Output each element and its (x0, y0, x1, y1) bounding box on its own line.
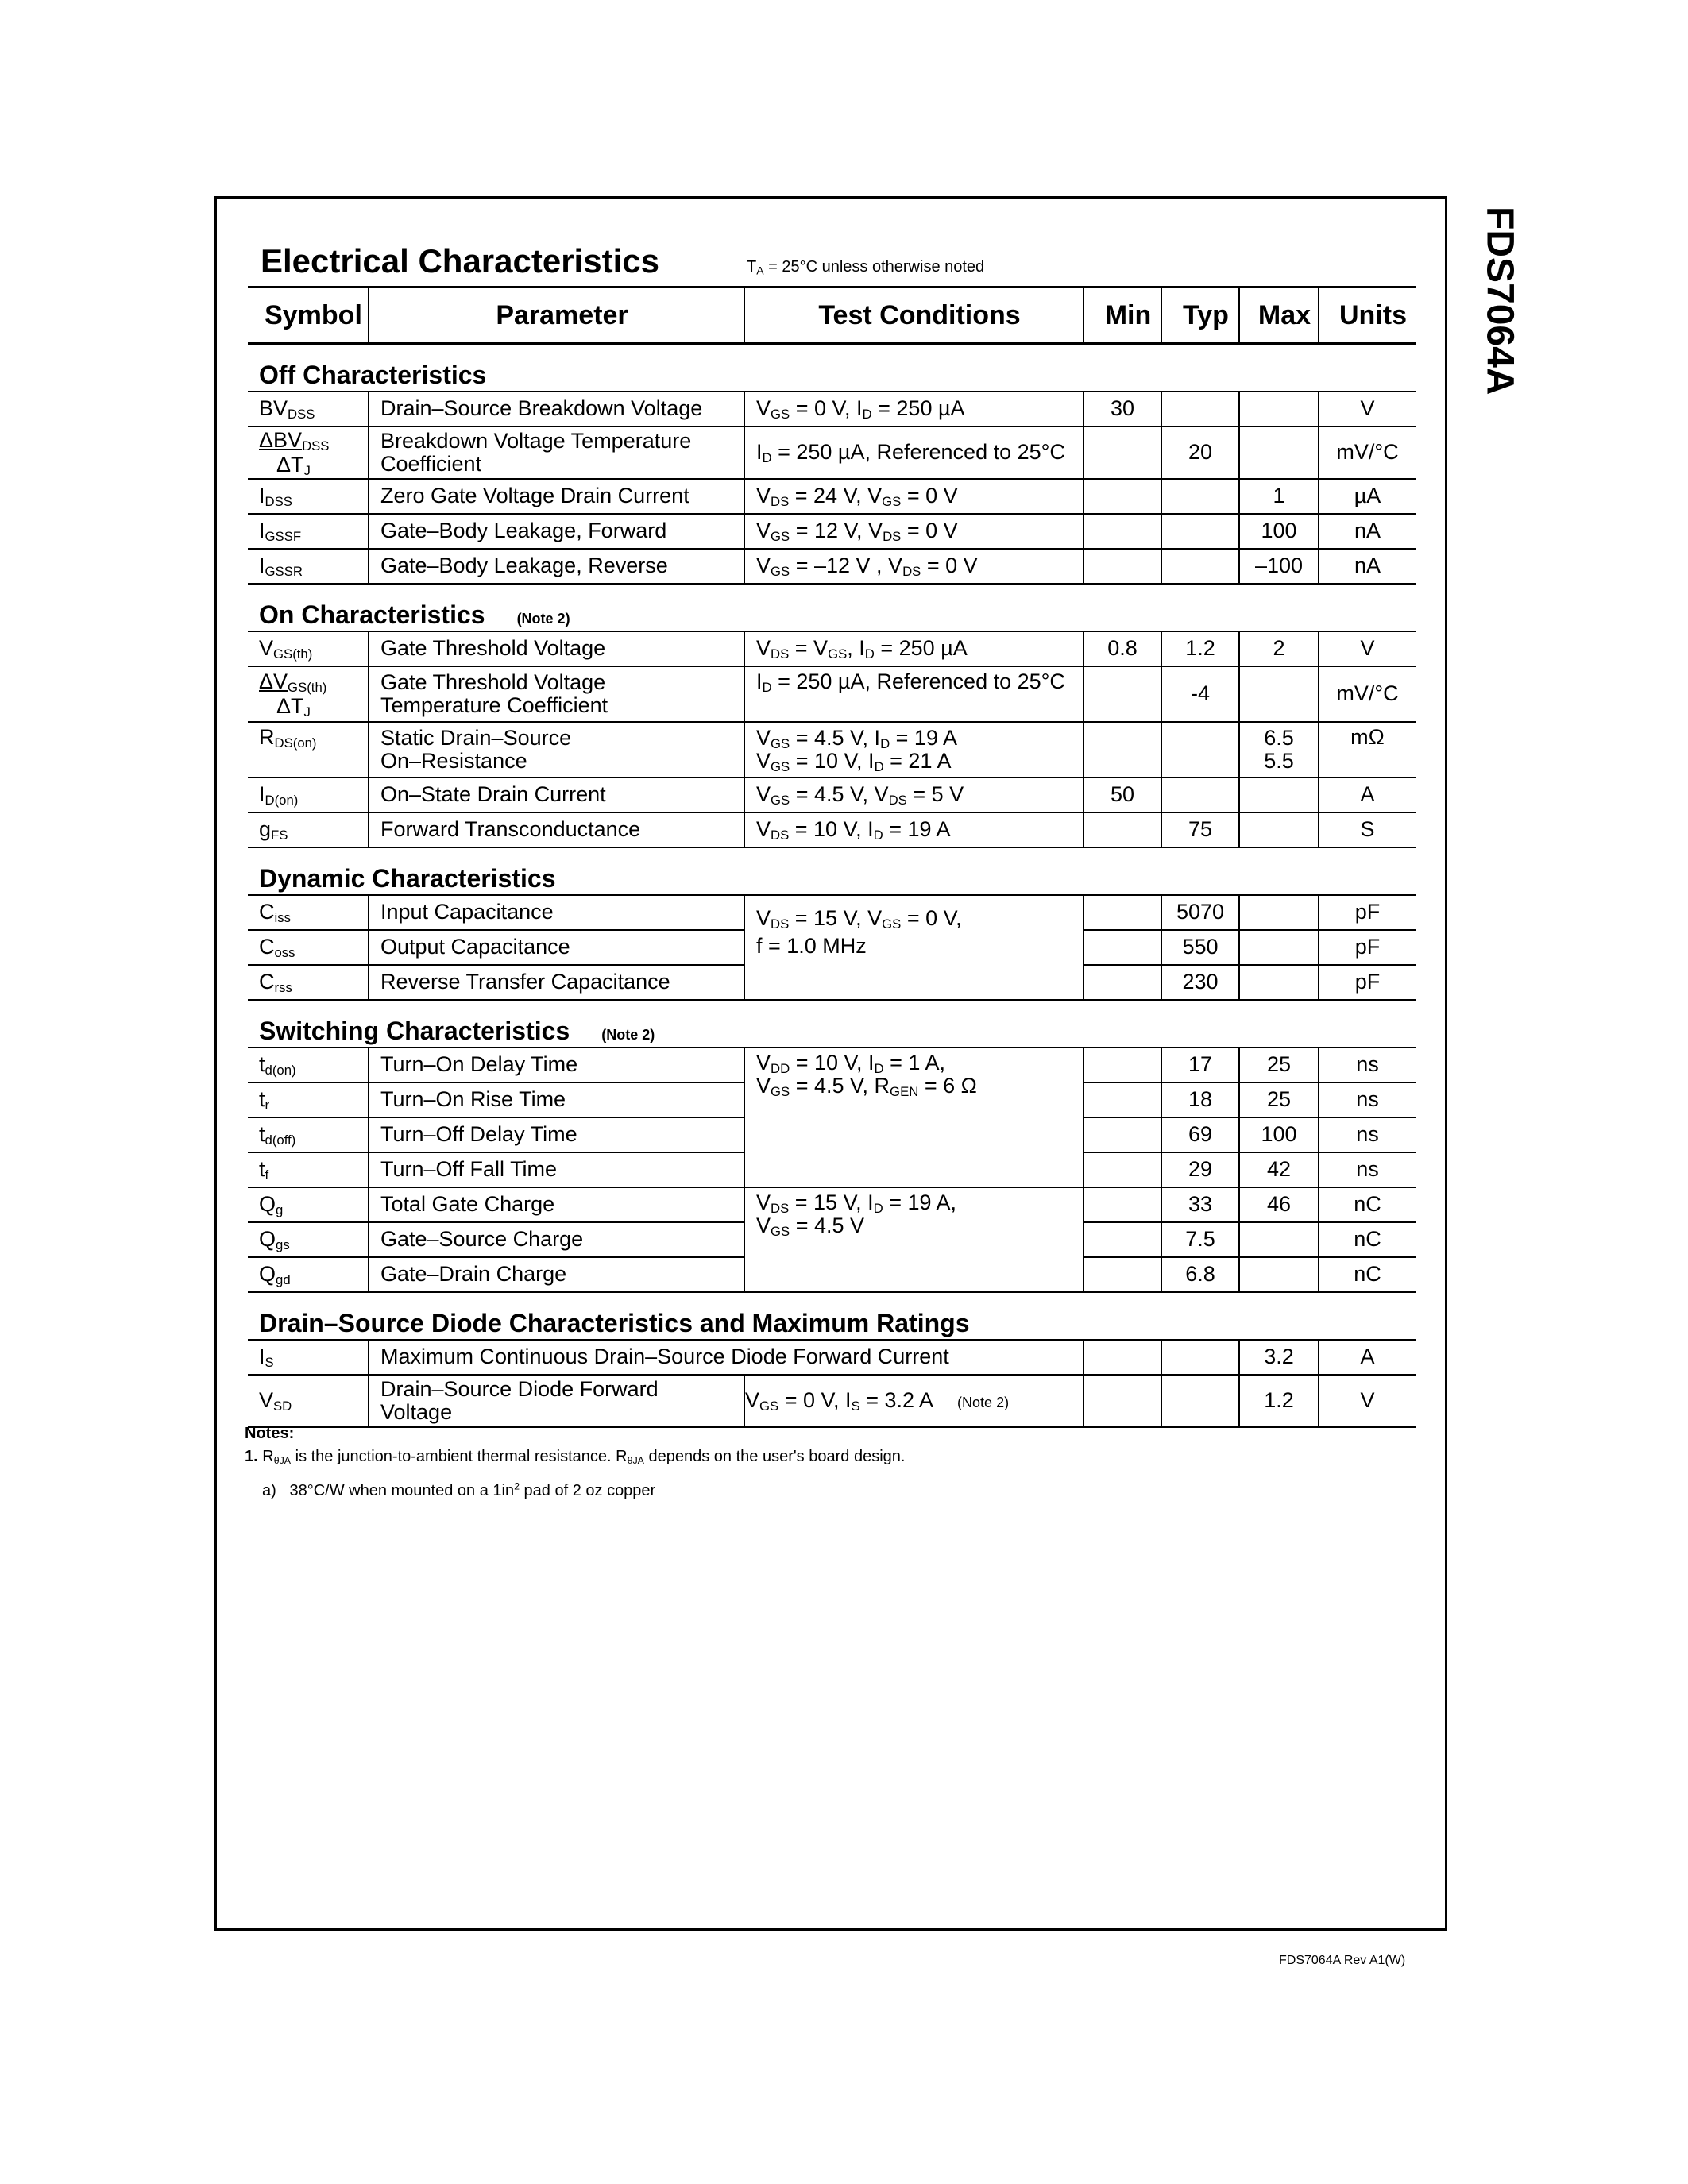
max-cell: 25 (1239, 1048, 1319, 1082)
condition-cell: $V_{GS} = 12$ V, $V_{DS} = 0$ V (744, 514, 1083, 549)
condition-cell: $V_{DS} = 10$ V, $I_D = 19$ A (744, 812, 1083, 847)
parameter-cell: Drain–Source Diode Forward Voltage (369, 1375, 744, 1427)
symbol-cell: $g_{FS}$ (248, 812, 369, 847)
condition-cell: $V_{GS} = 4.5$ V, $I_D = 19$ A $V_{GS} = 10$ V, $I_D = 21$ A (744, 722, 1083, 778)
symbol-cell: $I_{D(on)}$ (248, 778, 369, 812)
typ-cell: 17 (1161, 1048, 1239, 1082)
max-cell (1239, 1257, 1319, 1292)
units-cell: mV/°C (1319, 666, 1416, 722)
col-units: Units (1319, 287, 1416, 344)
symbol-cell: $C_{oss}$ (248, 930, 369, 965)
symbol-cell: $I_{DSS}$ (248, 479, 369, 514)
notes-heading: Notes: (245, 1425, 295, 1442)
parameter-cell: Gate–Body Leakage, Reverse (369, 549, 744, 584)
symbol-cell: $Q_{gd}$ (248, 1257, 369, 1292)
condition-cell: $V_{GS} = 0$ V, $I_S = 3.2$ A (Note 2) (744, 1375, 1083, 1427)
parameter-cell: Gate–Source Charge (369, 1222, 744, 1257)
condition-cell: $V_{DD} = 10$ V, $I_D = 1$ A, $V_{GS} = 4.5$ V, $R_{GEN} = 6$ Ω (744, 1048, 1083, 1187)
section-diode: Drain–Source Diode Characteristics and Maximum Ratings (248, 1292, 1416, 1340)
parameter-cell: Turn–Off Delay Time (369, 1117, 744, 1152)
col-symbol: Symbol (248, 287, 369, 344)
min-cell (1083, 895, 1161, 930)
section-switching: Switching Characteristics (Note 2) (248, 1000, 1416, 1048)
min-cell: 50 (1083, 778, 1161, 812)
max-cell: 3.2 (1239, 1340, 1319, 1375)
units-cell: ns (1319, 1152, 1416, 1187)
units-cell: ns (1319, 1048, 1416, 1082)
table-row (248, 1187, 1416, 1222)
typ-cell: 7.5 (1161, 1222, 1239, 1257)
section-off: Off Characteristics (248, 344, 1416, 392)
min-cell (1083, 722, 1161, 778)
symbol-cell: $Q_{gs}$ (248, 1222, 369, 1257)
units-cell: A (1319, 1340, 1416, 1375)
min-cell: 30 (1083, 392, 1161, 426)
note-1a: a) 38°C/W when mounted on a $1in^2$ pad of 2 oz copper (262, 1480, 656, 1499)
typ-cell: 1.2 (1161, 631, 1239, 666)
condition-cell: $V_{DS} = 15$ V, $I_D = 19$ A, $V_{GS} = 4.5$ V (744, 1187, 1083, 1292)
typ-cell (1161, 479, 1239, 514)
section-on: On Characteristics (Note 2) (248, 584, 1416, 631)
table-row (248, 666, 1416, 722)
table-row (248, 392, 1416, 426)
max-cell (1239, 778, 1319, 812)
parameter-cell: On–State Drain Current (369, 778, 744, 812)
parameter-cell: Gate–Body Leakage, Forward (369, 514, 744, 549)
typ-cell: 550 (1161, 930, 1239, 965)
min-cell (1083, 812, 1161, 847)
side-part-number (1460, 206, 1539, 413)
col-parameter: Parameter (369, 287, 744, 344)
max-cell (1239, 895, 1319, 930)
condition-cell: $V_{DS} = V_{GS}$, $I_D = 250$ µA (744, 631, 1083, 666)
max-cell: 2 (1239, 631, 1319, 666)
min-cell (1083, 1048, 1161, 1082)
max-cell (1239, 426, 1319, 479)
units-cell: nA (1319, 549, 1416, 584)
symbol-cell: $V_{SD}$ (248, 1375, 369, 1427)
min-cell (1083, 514, 1161, 549)
units-cell: nC (1319, 1257, 1416, 1292)
min-cell (1083, 1340, 1161, 1375)
units-cell: nA (1319, 514, 1416, 549)
max-cell (1239, 812, 1319, 847)
condition-cell: $V_{GS} = 4.5$ V, $V_{DS} = 5$ V (744, 778, 1083, 812)
typ-cell (1161, 392, 1239, 426)
parameter-cell: Zero Gate Voltage Drain Current (369, 479, 744, 514)
typ-cell (1161, 549, 1239, 584)
table-row (248, 1048, 1416, 1082)
max-cell: 6.5 5.5 (1239, 722, 1319, 778)
section-dynamic: Dynamic Characteristics (248, 847, 1416, 895)
symbol-cell: $\frac{\Delta BV_{DSS}}{\Delta T_J}$ (248, 426, 369, 479)
units-cell: nC (1319, 1187, 1416, 1222)
doc-title: Electrical Characteristics (261, 242, 659, 280)
max-cell: –100 (1239, 549, 1319, 584)
min-cell (1083, 1082, 1161, 1117)
typ-cell: 6.8 (1161, 1257, 1239, 1292)
units-cell: ns (1319, 1082, 1416, 1117)
notes-block (245, 1420, 1357, 1505)
parameter-cell: Reverse Transfer Capacitance (369, 965, 744, 1000)
header-row (248, 287, 1416, 344)
symbol-cell: $BV_{DSS}$ (248, 392, 369, 426)
typ-cell: 69 (1161, 1117, 1239, 1152)
symbol-cell: $t_{d(off)}$ (248, 1117, 369, 1152)
max-cell (1239, 1222, 1319, 1257)
symbol-cell: $R_{DS(on)}$ (248, 722, 369, 778)
units-cell: S (1319, 812, 1416, 847)
symbol-cell: $C_{iss}$ (248, 895, 369, 930)
col-typ: Typ (1161, 287, 1239, 344)
max-cell: 25 (1239, 1082, 1319, 1117)
units-cell: pF (1319, 895, 1416, 930)
symbol-cell: $V_{GS(th)}$ (248, 631, 369, 666)
typ-cell: 33 (1161, 1187, 1239, 1222)
min-cell (1083, 965, 1161, 1000)
units-cell: nC (1319, 1222, 1416, 1257)
min-cell: 0.8 (1083, 631, 1161, 666)
max-cell (1239, 666, 1319, 722)
parameter-cell: Turn–On Rise Time (369, 1082, 744, 1117)
min-cell (1083, 1152, 1161, 1187)
symbol-cell: $I_{GSSR}$ (248, 549, 369, 584)
col-min: Min (1083, 287, 1161, 344)
condition-cell: $V_{DS} = 24$ V, $V_{GS} = 0$ V (744, 479, 1083, 514)
symbol-cell: $t_{d(on)}$ (248, 1048, 369, 1082)
min-cell (1083, 1117, 1161, 1152)
min-cell (1083, 1222, 1161, 1257)
note-1: 1. $R_{\theta JA}$ is the junction-to-ambient thermal resistance. $R_{\theta JA}$ depends on the user's board design. (245, 1448, 906, 1467)
parameter-cell: Total Gate Charge (369, 1187, 744, 1222)
units-cell: V (1319, 392, 1416, 426)
min-cell (1083, 426, 1161, 479)
parameter-cell: Gate–Drain Charge (369, 1257, 744, 1292)
table-row (248, 1340, 1416, 1375)
footer-revision: FDS7064A Rev A1(W) (1279, 1954, 1406, 1967)
symbol-cell: $I_S$ (248, 1340, 369, 1375)
table-row (248, 895, 1416, 930)
units-cell: pF (1319, 930, 1416, 965)
typ-cell: 29 (1161, 1152, 1239, 1187)
parameter-cell: Drain–Source Breakdown Voltage (369, 392, 744, 426)
units-cell: pF (1319, 965, 1416, 1000)
min-cell (1083, 930, 1161, 965)
table-row (248, 631, 1416, 666)
parameter-cell: Forward Transconductance (369, 812, 744, 847)
condition-cell: $I_D = 250$ µA, Referenced to 25°C (744, 426, 1083, 479)
units-cell: mV/°C (1319, 426, 1416, 479)
parameter-cell: Breakdown Voltage Temperature Coefficient (369, 426, 744, 479)
typ-cell: 5070 (1161, 895, 1239, 930)
heading-row (261, 242, 1412, 285)
symbol-cell: $t_r$ (248, 1082, 369, 1117)
parameter-cell: Static Drain–Source On–Resistance (369, 722, 744, 778)
typ-cell (1161, 514, 1239, 549)
min-cell (1083, 1187, 1161, 1222)
table-row (248, 722, 1416, 778)
units-cell: A (1319, 778, 1416, 812)
condition-cell: $I_D = 250$ µA, Referenced to 25°C (744, 666, 1083, 722)
max-cell: 1.2 (1239, 1375, 1319, 1427)
max-cell (1239, 965, 1319, 1000)
condition-cell: $V_{GS} = -12$ V , $V_{DS} = 0$ V (744, 549, 1083, 584)
typ-cell: -4 (1161, 666, 1239, 722)
parameter-cell: Turn–On Delay Time (369, 1048, 744, 1082)
parameter-cell: Turn–Off Fall Time (369, 1152, 744, 1187)
symbol-cell: $I_{GSSF}$ (248, 514, 369, 549)
col-conditions: Test Conditions (744, 287, 1083, 344)
units-cell: V (1319, 631, 1416, 666)
part-number-label: FDS7064A (1478, 206, 1521, 396)
typ-cell: 18 (1161, 1082, 1239, 1117)
condition-note: $T_A = 25^\circ C$ unless otherwise noted (747, 258, 985, 277)
max-cell: 100 (1239, 514, 1319, 549)
symbol-cell: $\frac{\Delta V_{GS(th)}}{\Delta T_J}$ (248, 666, 369, 722)
units-cell: V (1319, 1375, 1416, 1427)
typ-cell (1161, 778, 1239, 812)
table-row (248, 549, 1416, 584)
min-cell (1083, 1257, 1161, 1292)
parameter-cell: Gate Threshold Voltage Temperature Coefficient (369, 666, 744, 722)
min-cell (1083, 549, 1161, 584)
typ-cell: 75 (1161, 812, 1239, 847)
units-cell: ns (1319, 1117, 1416, 1152)
table-row (248, 514, 1416, 549)
min-cell (1083, 479, 1161, 514)
parameter-cell: Output Capacitance (369, 930, 744, 965)
parameter-cell: Maximum Continuous Drain–Source Diode Forward Current (369, 1340, 1083, 1375)
units-cell: µA (1319, 479, 1416, 514)
units-cell: mΩ (1319, 722, 1416, 778)
typ-cell (1161, 1340, 1239, 1375)
max-cell: 100 (1239, 1117, 1319, 1152)
parameter-cell: Gate Threshold Voltage (369, 631, 744, 666)
symbol-cell: $C_{rss}$ (248, 965, 369, 1000)
table-row (248, 479, 1416, 514)
typ-cell: 230 (1161, 965, 1239, 1000)
max-cell: 1 (1239, 479, 1319, 514)
condition-cell: $V_{GS} = 0$ V, $I_D = 250$ µA (744, 392, 1083, 426)
typ-cell: 20 (1161, 426, 1239, 479)
typ-cell (1161, 722, 1239, 778)
table-row (248, 812, 1416, 847)
max-cell: 46 (1239, 1187, 1319, 1222)
max-cell (1239, 930, 1319, 965)
table-row (248, 426, 1416, 479)
col-max: Max (1239, 287, 1319, 344)
max-cell: 42 (1239, 1152, 1319, 1187)
electrical-characteristics-table (248, 286, 1416, 1428)
symbol-cell: $t_f$ (248, 1152, 369, 1187)
symbol-cell: $Q_g$ (248, 1187, 369, 1222)
condition-cell: $V_{DS} = 15$ V, $V_{GS} = 0$ V, f = 1.0 MHz (744, 895, 1083, 1000)
parameter-cell: Input Capacitance (369, 895, 744, 930)
min-cell (1083, 666, 1161, 722)
table-row (248, 778, 1416, 812)
max-cell (1239, 392, 1319, 426)
